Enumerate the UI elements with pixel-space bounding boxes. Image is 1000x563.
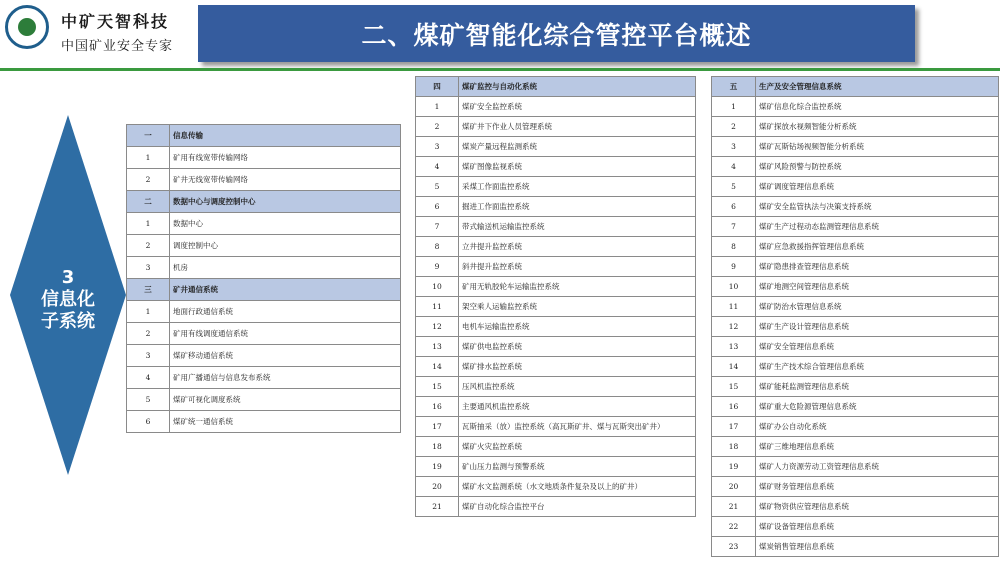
- row-number: 21: [712, 497, 756, 517]
- system-name: 煤炭产量远程监测系统: [459, 137, 696, 157]
- system-name: 煤矿生产设计管理信息系统: [756, 317, 999, 337]
- system-name: 煤矿财务管理信息系统: [756, 477, 999, 497]
- table-row: [712, 137, 999, 157]
- system-name: 煤矿应急救援指挥管理信息系统: [756, 237, 999, 257]
- table-row: [127, 367, 401, 389]
- row-number: 2: [712, 117, 756, 137]
- system-name: 煤矿安全监管执法与决策支持系统: [756, 197, 999, 217]
- company-slogan: 中国矿业安全专家: [61, 39, 174, 54]
- row-number: 6: [127, 411, 170, 433]
- table-row: [416, 97, 696, 117]
- table-row: [416, 337, 696, 357]
- system-name: 瓦斯抽采（放）监控系统（高瓦斯矿井、煤与瓦斯突出矿井）: [459, 417, 696, 437]
- row-number: 1: [127, 147, 170, 169]
- row-number: 6: [416, 197, 459, 217]
- table-row: [712, 517, 999, 537]
- system-name: 煤矿井下作业人员管理系统: [459, 117, 696, 137]
- system-name: 斜井提升监控系统: [459, 257, 696, 277]
- table-row: [712, 157, 999, 177]
- section-header-row: [712, 77, 999, 97]
- section-header-row: [127, 279, 401, 301]
- row-number: 5: [127, 389, 170, 411]
- row-number: 3: [712, 137, 756, 157]
- table-row: [712, 537, 999, 557]
- section-number: 三: [127, 279, 170, 301]
- row-number: 7: [712, 217, 756, 237]
- row-number: 18: [712, 437, 756, 457]
- row-number: 1: [416, 97, 459, 117]
- section-title: 数据中心与调度控制中心: [170, 191, 401, 213]
- table-row: [712, 197, 999, 217]
- row-number: 1: [127, 213, 170, 235]
- row-number: 8: [712, 237, 756, 257]
- row-number: 5: [712, 177, 756, 197]
- row-number: 18: [416, 437, 459, 457]
- row-number: 1: [127, 301, 170, 323]
- table-row: [416, 237, 696, 257]
- table-row: [712, 297, 999, 317]
- section-number: 五: [712, 77, 756, 97]
- table-row: [416, 477, 696, 497]
- system-name: 煤矿移动通信系统: [170, 345, 401, 367]
- row-number: 2: [127, 169, 170, 191]
- system-name: 矿用广播通信与信息发布系统: [170, 367, 401, 389]
- system-name: 数据中心: [170, 213, 401, 235]
- row-number: 4: [127, 367, 170, 389]
- table-row: [416, 257, 696, 277]
- row-number: 11: [712, 297, 756, 317]
- system-name: 矿井无线宽带传输网络: [170, 169, 401, 191]
- category-diamond: [10, 115, 126, 475]
- system-name: 架空乘人运输监控系统: [459, 297, 696, 317]
- system-name: 煤矿供电监控系统: [459, 337, 696, 357]
- table-row: [712, 397, 999, 417]
- row-number: 19: [416, 457, 459, 477]
- system-name: 煤矿生产过程动态监测管理信息系统: [756, 217, 999, 237]
- company-name: 中矿天智科技: [61, 12, 170, 31]
- table-row: [712, 417, 999, 437]
- system-name: 煤矿探放水视频智能分析系统: [756, 117, 999, 137]
- table-row: [416, 157, 696, 177]
- table-row: [127, 323, 401, 345]
- system-name: 电机车运输监控系统: [459, 317, 696, 337]
- system-name: 煤矿地测空间管理信息系统: [756, 277, 999, 297]
- section-title: 生产及安全管理信息系统: [756, 77, 999, 97]
- system-name: 煤炭销售管理信息系统: [756, 537, 999, 557]
- system-name: 煤矿风险预警与防控系统: [756, 157, 999, 177]
- table-row: [127, 411, 401, 433]
- row-number: 1: [712, 97, 756, 117]
- company-logo: [5, 5, 190, 60]
- table-row: [416, 197, 696, 217]
- system-name: 煤矿自动化综合监控平台: [459, 497, 696, 517]
- row-number: 20: [712, 477, 756, 497]
- system-name: 采煤工作面监控系统: [459, 177, 696, 197]
- table-row: [127, 345, 401, 367]
- table-row: [712, 217, 999, 237]
- row-number: 16: [416, 397, 459, 417]
- table-row: [416, 177, 696, 197]
- system-name: 煤矿统一通信系统: [170, 411, 401, 433]
- section-header-row: [127, 125, 401, 147]
- system-name: 煤矿能耗监测管理信息系统: [756, 377, 999, 397]
- system-name: 煤矿生产技术综合管理信息系统: [756, 357, 999, 377]
- system-name: 煤矿防治水管理信息系统: [756, 297, 999, 317]
- table-row: [127, 257, 401, 279]
- system-name: 煤矿火灾监控系统: [459, 437, 696, 457]
- system-name: 煤矿设备管理信息系统: [756, 517, 999, 537]
- row-number: 6: [712, 197, 756, 217]
- row-number: 8: [416, 237, 459, 257]
- table-row: [416, 117, 696, 137]
- row-number: 19: [712, 457, 756, 477]
- system-name: 煤矿物资供应管理信息系统: [756, 497, 999, 517]
- table-row: [127, 301, 401, 323]
- row-number: 12: [416, 317, 459, 337]
- row-number: 16: [712, 397, 756, 417]
- row-number: 17: [416, 417, 459, 437]
- category-title-line1: 信息化: [41, 289, 95, 310]
- system-name: 矿山压力监测与预警系统: [459, 457, 696, 477]
- system-name: 煤矿人力资源劳动工资管理信息系统: [756, 457, 999, 477]
- row-number: 2: [127, 235, 170, 257]
- row-number: 9: [712, 257, 756, 277]
- row-number: 4: [712, 157, 756, 177]
- table-row: [127, 389, 401, 411]
- table-row: [127, 235, 401, 257]
- system-name: 煤矿瓦斯钻场视频智能分析系统: [756, 137, 999, 157]
- category-title-line2: 子系统: [41, 311, 95, 332]
- row-number: 22: [712, 517, 756, 537]
- table-row: [416, 297, 696, 317]
- system-name: 煤矿重大危险源管理信息系统: [756, 397, 999, 417]
- row-number: 17: [712, 417, 756, 437]
- row-number: 7: [416, 217, 459, 237]
- table-row: [712, 237, 999, 257]
- row-number: 13: [712, 337, 756, 357]
- section-title: 矿井通信系统: [170, 279, 401, 301]
- system-name: 煤矿安全管理信息系统: [756, 337, 999, 357]
- row-number: 3: [416, 137, 459, 157]
- row-number: 20: [416, 477, 459, 497]
- system-name: 地面行政通信系统: [170, 301, 401, 323]
- production-safety-info-table: [711, 76, 999, 557]
- header-divider: [0, 68, 1000, 71]
- row-number: 4: [416, 157, 459, 177]
- system-name: 主要通风机监控系统: [459, 397, 696, 417]
- system-name: 矿用有线调度通信系统: [170, 323, 401, 345]
- system-name: 矿用有线宽带传输网络: [170, 147, 401, 169]
- system-name: 煤矿安全监控系统: [459, 97, 696, 117]
- table-row: [712, 317, 999, 337]
- info-transmission-table: [126, 124, 401, 433]
- system-name: 煤矿图像监视系统: [459, 157, 696, 177]
- system-name: 煤矿调度管理信息系统: [756, 177, 999, 197]
- row-number: 3: [127, 345, 170, 367]
- system-name: 调度控制中心: [170, 235, 401, 257]
- table-row: [712, 497, 999, 517]
- section-title: 信息传输: [170, 125, 401, 147]
- row-number: 2: [416, 117, 459, 137]
- table-row: [712, 457, 999, 477]
- title-banner: [198, 5, 915, 62]
- table-row: [416, 357, 696, 377]
- system-name: 煤矿隐患排查管理信息系统: [756, 257, 999, 277]
- row-number: 5: [416, 177, 459, 197]
- system-name: 立井提升监控系统: [459, 237, 696, 257]
- system-name: 煤矿办公自动化系统: [756, 417, 999, 437]
- row-number: 3: [127, 257, 170, 279]
- section-number: 四: [416, 77, 459, 97]
- system-name: 压风机监控系统: [459, 377, 696, 397]
- row-number: 15: [712, 377, 756, 397]
- section-number: 一: [127, 125, 170, 147]
- table-row: [712, 257, 999, 277]
- table-row: [712, 437, 999, 457]
- row-number: 23: [712, 537, 756, 557]
- system-name: 煤矿三维地理信息系统: [756, 437, 999, 457]
- system-name: 煤矿信息化综合监控系统: [756, 97, 999, 117]
- system-name: 煤矿水文监测系统（水文地质条件复杂及以上的矿井）: [459, 477, 696, 497]
- table-row: [712, 117, 999, 137]
- section-title: 煤矿监控与自动化系统: [459, 77, 696, 97]
- row-number: 14: [712, 357, 756, 377]
- table-row: [416, 457, 696, 477]
- row-number: 10: [712, 277, 756, 297]
- table-row: [712, 97, 999, 117]
- row-number: 2: [127, 323, 170, 345]
- table-row: [416, 497, 696, 517]
- table-row: [416, 277, 696, 297]
- table-row: [712, 477, 999, 497]
- system-name: 带式输送机运输监控系统: [459, 217, 696, 237]
- table-row: [712, 357, 999, 377]
- row-number: 9: [416, 257, 459, 277]
- table-row: [416, 437, 696, 457]
- row-number: 21: [416, 497, 459, 517]
- table-row: [416, 317, 696, 337]
- row-number: 12: [712, 317, 756, 337]
- system-name: 机房: [170, 257, 401, 279]
- category-number: 3: [61, 267, 75, 288]
- table-row: [712, 337, 999, 357]
- table-row: [416, 397, 696, 417]
- row-number: 10: [416, 277, 459, 297]
- row-number: 11: [416, 297, 459, 317]
- system-name: 矿用无轨胶轮车运输监控系统: [459, 277, 696, 297]
- table-row: [127, 213, 401, 235]
- table-row: [127, 147, 401, 169]
- system-name: 煤矿排水监控系统: [459, 357, 696, 377]
- table-row: [416, 217, 696, 237]
- row-number: 15: [416, 377, 459, 397]
- section-header-row: [127, 191, 401, 213]
- row-number: 13: [416, 337, 459, 357]
- table-row: [416, 137, 696, 157]
- system-name: 煤矿可视化调度系统: [170, 389, 401, 411]
- table-row: [127, 169, 401, 191]
- system-name: 掘进工作面监控系统: [459, 197, 696, 217]
- table-row: [712, 377, 999, 397]
- section-number: 二: [127, 191, 170, 213]
- table-row: [712, 177, 999, 197]
- section-header-row: [416, 77, 696, 97]
- table-row: [416, 417, 696, 437]
- monitoring-automation-table: [415, 76, 696, 517]
- table-row: [712, 277, 999, 297]
- row-number: 14: [416, 357, 459, 377]
- page-title: 二、煤矿智能化综合管控平台概述: [361, 20, 752, 50]
- logo-emblem-icon: [5, 5, 49, 49]
- table-row: [416, 377, 696, 397]
